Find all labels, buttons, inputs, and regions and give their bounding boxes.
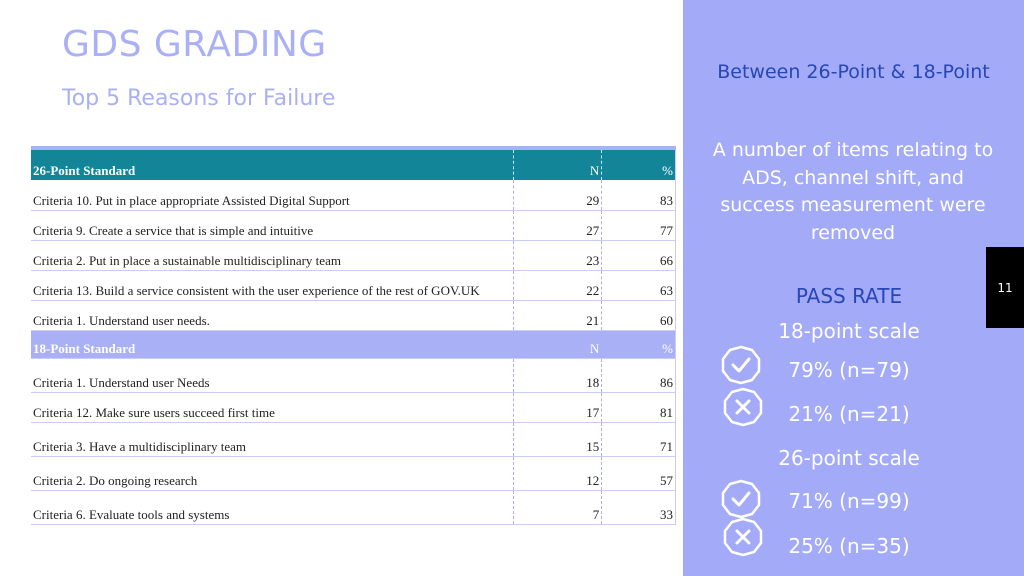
pct-cell: 71 (602, 422, 676, 456)
n-cell: 27 (514, 210, 602, 240)
header-n: N (514, 330, 602, 358)
table-row (31, 300, 676, 330)
criteria-cell: Criteria 2. Do ongoing research (31, 456, 514, 490)
table-row (31, 358, 676, 392)
header-standard-label: 18-Point Standard (31, 330, 514, 358)
pct-cell: 66 (602, 240, 676, 270)
n-cell: 21 (514, 300, 602, 330)
page-subtitle: Top 5 Reasons for Failure (62, 86, 336, 111)
n-cell: 15 (514, 422, 602, 456)
pct-cell: 81 (602, 392, 676, 422)
pct-cell: 63 (602, 270, 676, 300)
scale-18-fail-value: 21% (n=21) (788, 402, 910, 426)
table-header-26-point (31, 150, 676, 180)
summary-panel (683, 0, 1024, 576)
criteria-cell: Criteria 2. Put in place a sustainable multidisciplinary team (31, 240, 514, 270)
panel-description: A number of items relating to ADS, channel shift, and success measurement were removed (712, 139, 994, 244)
page-title: GDS GRADING (62, 24, 327, 65)
n-cell: 18 (514, 358, 602, 392)
table-row (31, 392, 676, 422)
header-pct: % (602, 330, 676, 358)
table-row (31, 240, 676, 270)
n-cell: 29 (514, 180, 602, 210)
pct-cell: 60 (602, 300, 676, 330)
table-row (31, 422, 676, 456)
panel-heading: Between 26-Point & 18-Point (717, 61, 990, 83)
pct-cell: 83 (602, 180, 676, 210)
table-row (31, 180, 676, 210)
header-n: N (514, 150, 602, 180)
criteria-cell: Criteria 1. Understand user needs. (31, 300, 514, 330)
n-cell: 23 (514, 240, 602, 270)
n-cell: 12 (514, 456, 602, 490)
pct-cell: 57 (602, 456, 676, 490)
criteria-cell: Criteria 1. Understand user Needs (31, 358, 514, 392)
table-header-18-point (31, 330, 676, 358)
scale-26-label: 26-point scale (778, 446, 920, 470)
page-number: 11 (986, 247, 1024, 328)
n-cell: 17 (514, 392, 602, 422)
n-cell: 7 (514, 490, 602, 524)
criteria-cell: Criteria 10. Put in place appropriate Assisted Digital Support (31, 180, 514, 210)
n-cell: 22 (514, 270, 602, 300)
pct-cell: 86 (602, 358, 676, 392)
criteria-cell: Criteria 12. Make sure users succeed first time (31, 392, 514, 422)
scale-26-pass-value: 71% (n=99) (788, 489, 910, 513)
table-row (31, 210, 676, 240)
header-standard-label: 26-Point Standard (31, 150, 514, 180)
header-pct: % (602, 150, 676, 180)
scale-18-label: 18-point scale (778, 319, 920, 343)
criteria-cell: Criteria 3. Have a multidisciplinary team (31, 422, 514, 456)
scale-26-fail-value: 25% (n=35) (788, 534, 910, 558)
scale-18-pass-value: 79% (n=79) (788, 358, 910, 382)
table-row (31, 456, 676, 490)
pct-cell: 33 (602, 490, 676, 524)
criteria-cell: Criteria 13. Build a service consistent with the user experience of the rest of GOV.UK (31, 270, 514, 300)
criteria-cell: Criteria 9. Create a service that is simple and intuitive (31, 210, 514, 240)
table-row (31, 270, 676, 300)
failure-reasons-table (31, 146, 676, 525)
pct-cell: 77 (602, 210, 676, 240)
pass-rate-label: PASS RATE (795, 284, 903, 308)
criteria-cell: Criteria 6. Evaluate tools and systems (31, 490, 514, 524)
table-row (31, 490, 676, 524)
